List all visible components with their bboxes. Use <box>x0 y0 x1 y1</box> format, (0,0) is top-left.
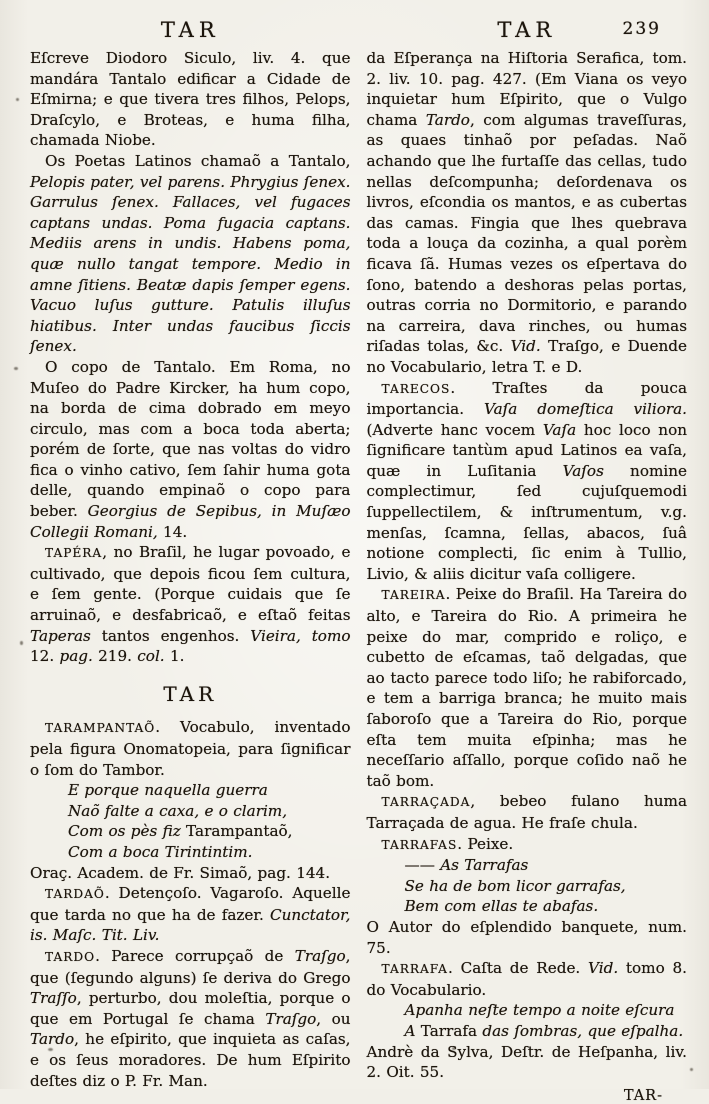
paragraph <box>30 542 351 667</box>
text-run: Com a boca Tirintintim. <box>68 842 253 861</box>
text-run: Traſgo <box>294 946 346 965</box>
verse-line <box>30 821 351 842</box>
entry-headword: TARDAÕ <box>45 887 105 902</box>
entry-headword: TAREIRA <box>381 588 446 603</box>
paragraph <box>367 791 688 833</box>
paragraph <box>367 584 688 791</box>
text-run: . Detençoſo. Vagaroſo. Aquelle que tarda no que ha de fazer. <box>30 884 351 924</box>
text-run: . Parece corrupçaõ de <box>95 946 295 965</box>
scan-speck <box>690 1068 693 1071</box>
page-number: 239 <box>622 19 661 39</box>
text-run: , he eſpirito, que inquieta as caſas, e os ſeus moradores. De hum Eſpirito deſtes diz o P. Fr. Man. <box>30 1030 351 1090</box>
text-run: Traſgo, e Duende no Vocabulario, letra T. e D. <box>366 337 688 376</box>
verse-line <box>367 1000 688 1021</box>
text-run: Vid. <box>510 337 541 356</box>
verse-line <box>367 896 688 917</box>
text-run: 12. <box>30 647 60 666</box>
text-run: O Autor do eſplendido banquete, num. 75. <box>366 917 687 957</box>
text-run: Cunctator, is. Maſc. Tit. Liv. <box>30 905 351 945</box>
text-run: , bebeo fulano huma Tarraçada de agua. He fraſe chula. <box>366 792 687 832</box>
text-run: Vid. <box>588 959 619 978</box>
text-run: . Vocabulo, inventado pela figura Onomatopeia, para ſignificar o ſom do Tambor. <box>30 718 351 779</box>
text-run: hoc loco non ſignificare tantùm apud Latinos ea vaſa, quæ in Luſitania <box>366 420 687 480</box>
paragraph <box>367 48 688 378</box>
text-run: Naõ falte a caxa, e o clarim, <box>68 801 288 820</box>
text-run: 14. <box>157 522 188 541</box>
text-run: . Peixe. <box>457 834 514 853</box>
text-run: Apanha neſte tempo a noite eſcura <box>404 1001 675 1020</box>
entry-headword: TARDO <box>45 949 96 964</box>
running-head-left <box>30 14 351 48</box>
paragraph <box>367 834 688 856</box>
right-column-text <box>367 48 688 1083</box>
paragraph <box>30 863 351 884</box>
text-run: das ſombras, que eſpalha. <box>482 1021 684 1040</box>
entry-headword: TAPÉRA <box>45 546 103 561</box>
text-run: Andrè da Sylva, Deſtr. de Heſpanha, liv. 2. Oit. 55. <box>366 1042 687 1082</box>
text-run: Vaſa <box>542 420 577 439</box>
paragraph <box>30 48 351 151</box>
text-run: Tarampantaõ, <box>180 822 293 841</box>
verse-line <box>367 855 688 876</box>
paragraph <box>367 917 688 958</box>
text-run: Bem com ellas te abafas. <box>404 897 599 916</box>
text-run: E porque naquella guerra <box>68 781 268 800</box>
text-run: (Adverte hanc vocem <box>366 420 543 439</box>
right-column <box>367 14 688 1104</box>
running-head-right-title: TAR <box>497 18 557 42</box>
text-run: Tardo <box>425 110 470 129</box>
verse-line <box>30 801 351 822</box>
text-run: As Tarrafas <box>440 856 529 875</box>
text-run: , perturbo, dou moleſtia, porque o que em Portugal ſe chama <box>30 989 351 1028</box>
verse-line <box>30 780 351 801</box>
text-run: Os Poetas Latinos chamaõ a Tantalo, <box>45 151 351 170</box>
catchword: TAR- <box>623 1087 663 1104</box>
running-head-right <box>367 14 688 48</box>
text-run: nomine complectimur, ſed cujuſquemodi ſuppellectilem, & inſtrumentum, v.g. menſas, ſcamna, ſellas, abacos, ſuâ notione complecti, ſic enim à Tullio, Livio, & aliis dicitur vaſa colligere. <box>366 461 687 583</box>
text-run: , ou <box>316 1009 351 1028</box>
text-run: Vaſa domeſtica viliora. <box>484 400 687 419</box>
section-heading <box>30 681 351 706</box>
paragraph <box>30 717 351 780</box>
left-column-text <box>30 48 351 1091</box>
text-run: Traſſo <box>30 989 77 1008</box>
text-run: , no Braſil, he lugar povoado, e cultivado, que depois ficou ſem cultura, e ſem gente. (Porque cuidais que ſe arruinaõ, e desfabricaõ, e eſtaõ feitas <box>30 543 351 625</box>
text-run: . Traſtes da pouca importancia. <box>366 378 687 419</box>
text-run: Vieira, tomo <box>250 626 351 645</box>
text-run: Taperas <box>30 626 91 645</box>
scan-speck <box>20 641 23 645</box>
paragraph <box>367 958 688 1000</box>
text-run: , que (ſegundo alguns) ſe deriva do Grego <box>30 946 351 987</box>
text-run: pag. <box>59 647 93 666</box>
entry-headword: TARECOS <box>381 381 451 396</box>
verse-line <box>367 876 688 897</box>
text-run: Com os pès fiz <box>68 822 181 841</box>
text-run: tantos engenhos. <box>90 626 251 645</box>
entry-headword: TARAMPANTAÕ <box>45 721 156 736</box>
paragraph <box>30 946 351 1091</box>
verse-line <box>367 1021 688 1042</box>
paragraph <box>30 357 351 542</box>
verse-line <box>30 842 351 863</box>
paragraph <box>367 378 688 585</box>
text-run: da Eſperança na Hiſtoria Serafica, tom. 2. liv. 10. pag. 427. (Em Viana os veyo inquietar hum Eſpirito, que o Vulgo chama <box>366 49 687 129</box>
text-run: O copo de Tantalo. Em Roma, no Muſeo do Padre Kircker, ha hum copo, na borda de cima dobrado em meyo circulo, mas com a boca toda aberta; porém de ſorte, que nas voltas do vidro fica o vinho cativo, ſem ſahir huma gota delle, quando empinaõ o copo para beber. <box>30 357 351 521</box>
text-run: Vaſos <box>562 461 604 480</box>
text-run: Tarrafa <box>420 1021 483 1040</box>
text-run: Se ha de bom licor garrafas, <box>404 876 626 895</box>
text-run: A <box>404 1021 421 1040</box>
text-run: Pelopis pater, vel parens. Phrygius ſenex. Garrulus ſenex. Fallaces, vel fugaces captans undas. Poma fugacia captans. Mediis arens in undis. Habens poma, quæ nullo tangat tempore. Medio in amne ſitiens. Beatæ dapis ſemper egens. Vacuo luſus gutture. Patulis illuſus hiatibus. Inter undas faucibus ſiccis ſenex. <box>30 172 351 356</box>
text-run: Tardo <box>30 1030 75 1049</box>
text-run: Oraç. Academ. de Fr. Simaõ, pag. 144. <box>30 863 331 882</box>
text-run: 1. <box>164 647 185 666</box>
paragraph <box>30 883 351 946</box>
text-run: —— <box>404 856 441 875</box>
text-run: . Caſta de Rede. <box>447 959 589 978</box>
text-run: , com algumas traveſſuras, as quaes tinhaõ por peſadas. Naõ achando que lhe furtaſſe das cellas, tudo nellas deſcompunha; deſordenava os livros, eſcondia os mantos, e as cubertas das camas. Fingia que lhes quebrava toda a louça da cozinha, a qual porèm ficava ſã. Humas vezes os eſpertava do ſono, batendo a deshoras pelas portas, outras corria no Dormitorio, e parando na carreira, dava rinches, ou humas riſadas tolas, &c. <box>366 110 687 356</box>
paragraph <box>30 151 351 357</box>
text-run: . Peixe do Braſil. Ha Tareira do alto, e Tareira do Rio. A primeira he peixe do mar, comprido e roliço, e cubetto de eſcamas, taõ delgadas, que ao tacto parece todo liſo; he rabiforcado, e tem a barriga branca; he muito mais ſaboroſo que a Tareira do Rio, porque eſta tem muita eſpinha; mas he neceſſario aſſallo, porque coſido naõ he taõ bom. <box>366 585 687 790</box>
entry-headword: TARRAÇADA <box>381 795 471 810</box>
text-run: TAR <box>163 681 218 706</box>
text-run: tomo 8. do Vocabulario. <box>366 959 687 999</box>
text-run: Traſgo <box>265 1009 317 1028</box>
left-column <box>30 14 351 1104</box>
paragraph <box>367 1042 688 1083</box>
text-run: 219. <box>92 647 138 666</box>
text-run: col. <box>137 647 165 666</box>
scan-speck <box>16 98 19 101</box>
text-run: Eſcreve Diodoro Siculo, liv. 4. que mandára Tantalo edificar a Cidade de Eſmirna; e que tivera tres filhos, Pelops, Draſcylo, e Broteas, e huma filha, chamada Niobe. <box>30 49 351 150</box>
entry-headword: TARRAFAS <box>381 837 458 852</box>
text-run: Georgius de Sepibus, in Muſæo Collegii Romani, <box>30 502 351 541</box>
entry-headword: TARRAFA <box>381 962 448 977</box>
scan-speck <box>14 367 18 370</box>
running-head-left-title: TAR <box>160 18 220 42</box>
